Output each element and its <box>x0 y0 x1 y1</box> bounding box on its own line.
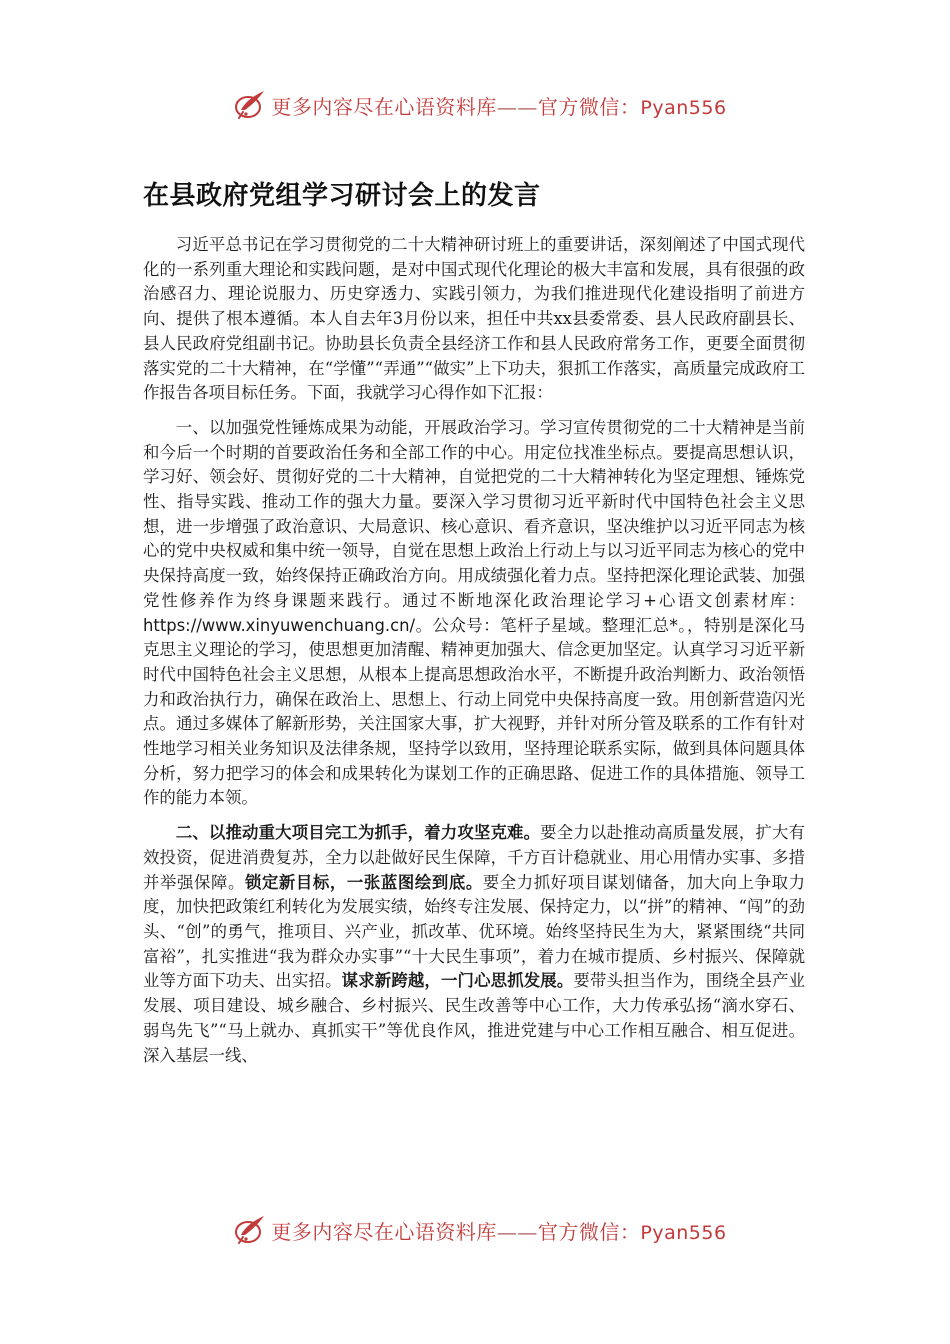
section-heading: 二、以推动重大项目完工为抓手，着力攻坚克难。 <box>175 823 541 843</box>
document-body <box>143 233 805 1068</box>
top-watermark-banner <box>0 85 950 125</box>
wechat-id: Pyan556 <box>640 96 727 119</box>
page-title: 在县政府党组学习研讨会上的发言 <box>143 181 541 211</box>
sub-heading: 锁定新目标，一张蓝图绘到底。 <box>244 872 483 892</box>
paragraph-intro: 习近平总书记在学习贯彻党的二十大精神研讨班上的重要讲话，深刻阐述了中国式现代化的一系列重大理论和实践问题，是对中国式现代化理论的极大丰富和发展，具有很强的政治感召力、理论说服力、历史穿透力、实践引领力，为我们推进现代化建设指明了前进方向、提供了根本遵循。本人自去年3月份以来，担任中共xx县委常委、县人民政府副县长、县人民政府党组副书记。协助县长负责全县经济工作和县人民政府常务工作，更要全面贯彻落实党的二十大精神，在“学懂”“弄通”“做实”上下功夫，狠抓工作落实，高质量完成政府工作报告各项目标任务。下面，我就学习心得作如下汇报： <box>143 235 805 403</box>
paragraph-section-1: 一、以加强党性锤炼成果为动能，开展政治学习。学习宣传贯彻党的二十大精神是当前和今后一个时期的首要政治任务和全部工作的中心。用定位找准坐标点。要提高思想认识，学习好、领会好、贯彻好党的二十大精神，自觉把党的二十大精神转化为坚定理想、锤炼党性、指导实践、推动工作的强大力量。要深入学习贯彻习近平新时代中国特色社会主义思想，进一步增强了政治意识、大局意识、核心意识、看齐意识，坚决维护以习近平同志为核心的党中央权威和集中统一领导，自觉在思想上政治上行动上与以习近平同志为核心的党中央保持高度一致，始终保持正确政治方向。用成绩强化着力点。坚持把深化理论武装、加强党性修养作为终身课题来践行。通过不断地深化政治理论学习+心语文创素材库：https://www.xinyuwenchuang.cn/。公众号：笔杆子星域。整理汇总*。，特别是深化马克思主义理论的学习，使思想更加清醒、精神更加强大、信念更加坚定。认真学习习近平新时代中国特色社会主义思想，从根本上提高思想政治水平，不断提升政治判断力、政治领悟力和政治执行力，确保在政治上、思想上、行动上同党中央保持高度一致。用创新营造闪光点。通过多媒体了解新形势，关注国家大事，扩大视野，并针对所分管及联系的工作有针对性地学习相关业务知识及法律条规，坚持学以致用，坚持理论联系实际，做到具体问题具体分析，努力把学习的体会和成果转化为谋划工作的正确思路、促进工作的具体措施、领导工作的能力本领。 <box>143 417 805 808</box>
quill-logo-icon <box>233 88 267 122</box>
bottom-watermark-banner <box>0 1210 950 1250</box>
banner-text: 更多内容尽在心语资料库——官方微信：Pyan556 <box>271 94 727 119</box>
banner-text: 更多内容尽在心语资料库——官方微信：Pyan556 <box>271 1219 727 1244</box>
quill-logo-icon <box>233 1213 267 1247</box>
wechat-id: Pyan556 <box>640 1221 727 1244</box>
sub-heading: 谋求新跨越，一门心思抓发展。 <box>341 971 574 991</box>
website-link: https://www.xinyuwenchuang.cn/ <box>143 615 416 635</box>
paragraph-section-2: 二、以推动重大项目完工为抓手，着力攻坚克难。要全力以赴推动高质量发展，扩大有效投资，促进消费复苏，全力以赴做好民生保障，千方百计稳就业、用心用情办实事、多措并举强保障。锁定新目标，一张蓝图绘到底。要全力抓好项目谋划储备，加大向上争取力度，加快把政策红利转化为发展实绩，始终专注发展、保持定力，以“拼”的精神、“闯”的劲头、“创”的勇气，推项目、兴产业，抓改革、优环境。始终坚持民生为大，紧紧围绕“共同富裕”，扎实推进“我为群众办实事”“十大民生事项”，着力在城市提质、乡村振兴、保障就业等方面下功夫、出实招。谋求新跨越，一门心思抓发展。要带头担当作为，围绕全县产业发展、项目建设、城乡融合、乡村振兴、民生改善等中心工作，大力传承弘扬“滴水穿石、弱鸟先飞”“马上就办、真抓实干”等优良作风，推进党建与中心工作相互融合、相互促进。深入基层一线、 <box>143 823 806 1065</box>
